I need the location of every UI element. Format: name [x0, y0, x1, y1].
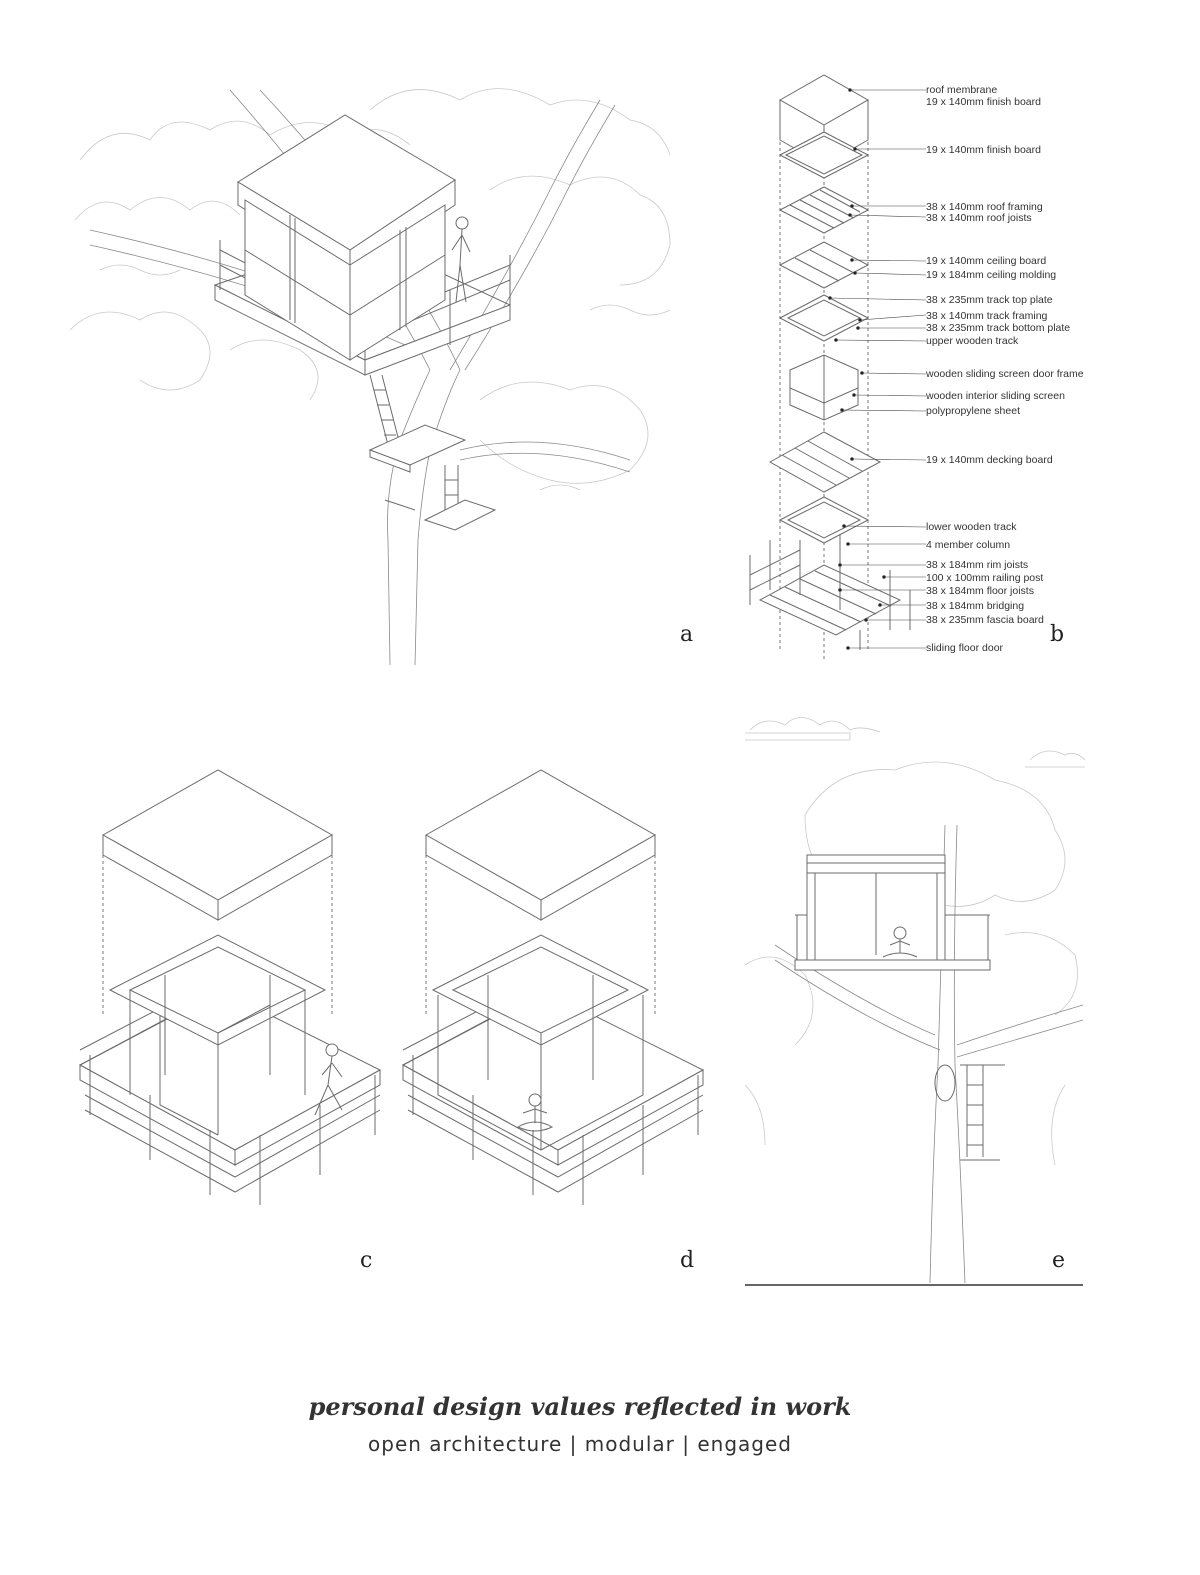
treehouse-axonometric-drawing: [70, 70, 720, 670]
label-ceiling-molding: 19 x 184mm ceiling molding: [926, 269, 1057, 281]
label-interior-sliding-screen: wooden interior sliding screen: [926, 390, 1065, 402]
lower-track-layer: [780, 497, 868, 543]
label-sliding-screen-door-frame: wooden sliding screen door frame: [926, 368, 1084, 380]
panel-d-letter: d: [680, 1248, 695, 1273]
track-plate-layer: [780, 295, 868, 341]
label-upper-wooden-track: upper wooden track: [926, 335, 1019, 347]
panel-c-open-configuration: [70, 765, 400, 1225]
label-floor-joists: 38 x 184mm floor joists: [926, 585, 1034, 597]
caption-subtitle: open architecture | modular | engaged: [368, 1432, 792, 1456]
panel-d-enclosed-configuration: [393, 765, 723, 1225]
label-member-column: 4 member column: [926, 539, 1011, 551]
cabin-section: [795, 855, 990, 970]
label-bridging: 38 x 184mm bridging: [926, 600, 1025, 612]
open-configuration-drawing: [70, 765, 400, 1225]
ladder: [960, 1065, 1005, 1160]
panel-b-letter: b: [1050, 622, 1065, 647]
panel-e-elevation: [745, 705, 1085, 1290]
label-decking-board: 19 x 140mm decking board: [926, 454, 1053, 466]
label-polypropylene-sheet: polypropylene sheet: [926, 405, 1020, 417]
exploded-assembly-drawing: [740, 70, 930, 670]
label-fascia-board: 38 x 235mm fascia board: [926, 614, 1044, 626]
roof-framing-layer: [780, 187, 868, 233]
person-standing-icon: [452, 217, 470, 302]
label-sliding-floor-door: sliding floor door: [926, 642, 1004, 654]
exploded-assembly-labels: [926, 0, 1196, 700]
elevation-drawing: [745, 705, 1085, 1290]
label-finish-board-1: 19 x 140mm finish board: [926, 96, 1041, 108]
label-track-framing: 38 x 140mm track framing: [926, 310, 1048, 322]
panel-b-exploded-assembly: [740, 70, 930, 670]
clouds: [745, 718, 1085, 768]
panel-e-letter: e: [1052, 1248, 1066, 1273]
panel-a-letter: a: [680, 622, 694, 647]
tree-knot-opening: [935, 1065, 955, 1101]
label-track-bottom-plate: 38 x 235mm track bottom plate: [926, 322, 1071, 334]
label-lower-wooden-track: lower wooden track: [926, 521, 1017, 533]
label-railing-post: 100 x 100mm railing post: [926, 572, 1044, 584]
label-leaders: [829, 89, 927, 650]
label-roof-membrane: roof membrane: [926, 84, 998, 96]
label-ceiling-board: 19 x 140mm ceiling board: [926, 255, 1047, 267]
caption-title: personal design values reflected in work: [308, 1392, 852, 1421]
label-finish-board-2: 19 x 140mm finish board: [926, 144, 1041, 156]
panel-c-letter: c: [360, 1248, 373, 1273]
ceiling-board-layer: [780, 242, 868, 288]
panel-a-treehouse-axonometric: [70, 70, 720, 670]
label-rim-joists: 38 x 184mm rim joists: [926, 559, 1029, 571]
lifted-roof: [103, 770, 332, 920]
label-track-top-plate: 38 x 235mm track top plate: [926, 294, 1053, 306]
floor-platform-layer: [750, 535, 910, 650]
ladder-and-platforms: [370, 375, 495, 530]
enclosed-configuration-drawing: [393, 765, 723, 1225]
lifted-roof: [426, 770, 655, 920]
label-roof-framing: 38 x 140mm roof framing: [926, 201, 1043, 213]
decking-board-layer: [770, 432, 880, 492]
label-roof-joists: 38 x 140mm roof joists: [926, 212, 1032, 224]
